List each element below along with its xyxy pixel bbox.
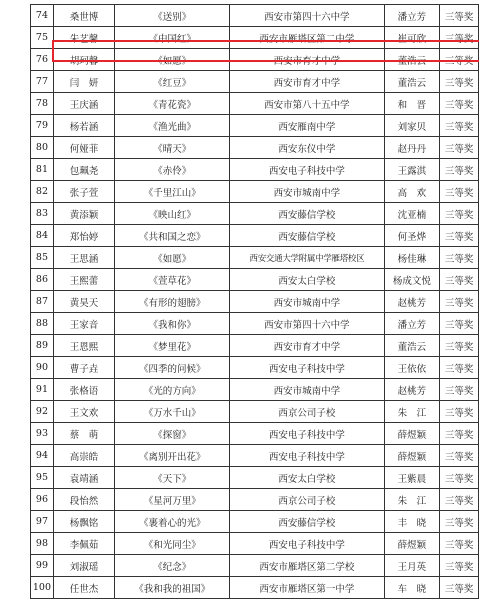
row-number-cell: 95	[31, 467, 54, 489]
teacher-name-cell: 董浩云	[384, 49, 440, 71]
student-name-cell: 王恩熙	[53, 335, 114, 357]
school-name-cell: 西安市城南中学	[230, 379, 384, 401]
teacher-name-cell: 薛煜颖	[384, 533, 440, 555]
school-name-cell: 西安市育才中学	[230, 71, 384, 93]
work-title-cell: 《星河万里》	[115, 489, 230, 511]
award-level-cell: 三等奖	[440, 511, 479, 533]
teacher-name-cell: 沈亚楠	[384, 203, 440, 225]
award-level-cell: 三等奖	[440, 203, 479, 225]
student-name-cell: 胡珂馨	[53, 49, 114, 71]
table-row	[31, 555, 479, 577]
student-name-cell: 杨飘铭	[53, 511, 114, 533]
teacher-name-cell: 王紫晨	[384, 467, 440, 489]
work-title-cell: 《共和国之恋》	[115, 225, 230, 247]
student-name-cell: 刘淑瑶	[53, 555, 114, 577]
award-level-cell: 三等奖	[440, 423, 479, 445]
school-name-cell: 西安市城南中学	[230, 291, 384, 313]
row-number-cell: 82	[31, 181, 54, 203]
student-name-cell: 包珮尧	[53, 159, 114, 181]
school-name-cell: 西安市城南中学	[230, 181, 384, 203]
award-level-cell: 三等奖	[440, 335, 479, 357]
row-number-cell: 96	[31, 489, 54, 511]
work-title-cell: 《四季的问候》	[115, 357, 230, 379]
teacher-name-cell: 和 晋	[384, 93, 440, 115]
school-name-cell: 西京公司子校	[230, 489, 384, 511]
teacher-name-cell: 刘家贝	[384, 115, 440, 137]
row-number-cell: 88	[31, 313, 54, 335]
row-number-cell: 92	[31, 401, 54, 423]
teacher-name-cell: 董浩云	[384, 71, 440, 93]
table-row	[31, 379, 479, 401]
work-title-cell: 《如愿》	[115, 49, 230, 71]
student-name-cell: 杨若涵	[53, 115, 114, 137]
table-row	[31, 577, 479, 599]
work-title-cell: 《如愿》	[115, 247, 230, 269]
teacher-name-cell: 杨成文悦	[384, 269, 440, 291]
school-name-cell: 西安电子科技中学	[230, 533, 384, 555]
student-name-cell: 王庆涵	[53, 93, 114, 115]
school-name-cell: 西安太白学校	[230, 269, 384, 291]
work-title-cell: 《探窗》	[115, 423, 230, 445]
award-level-cell: 三等奖	[440, 577, 479, 599]
student-name-cell: 高崇皓	[53, 445, 114, 467]
teacher-name-cell: 车 晓	[384, 577, 440, 599]
row-number-cell: 93	[31, 423, 54, 445]
table-row	[31, 5, 479, 27]
school-name-cell: 西安东仪中学	[230, 137, 384, 159]
row-number-cell: 98	[31, 533, 54, 555]
award-level-cell: 三等奖	[440, 159, 479, 181]
award-level-cell: 三等奖	[440, 555, 479, 577]
student-name-cell: 桑世博	[53, 5, 114, 27]
awards-table-container	[30, 4, 479, 599]
award-level-cell: 三等奖	[440, 27, 479, 49]
row-number-cell: 86	[31, 269, 54, 291]
table-row	[31, 159, 479, 181]
row-number-cell: 78	[31, 93, 54, 115]
row-number-cell: 79	[31, 115, 54, 137]
row-number-cell: 89	[31, 335, 54, 357]
row-number-cell: 83	[31, 203, 54, 225]
teacher-name-cell: 王露淇	[384, 159, 440, 181]
teacher-name-cell: 朱 江	[384, 401, 440, 423]
student-name-cell: 蔡 萌	[53, 423, 114, 445]
student-name-cell: 黄昊天	[53, 291, 114, 313]
student-name-cell: 郑怡婷	[53, 225, 114, 247]
table-row	[31, 423, 479, 445]
award-level-cell: 三等奖	[440, 379, 479, 401]
row-number-cell: 75	[31, 27, 54, 49]
student-name-cell: 张格语	[53, 379, 114, 401]
award-level-cell: 三等奖	[440, 269, 479, 291]
table-row	[31, 247, 479, 269]
work-title-cell: 《离别开出花》	[115, 445, 230, 467]
teacher-name-cell: 薛煜颖	[384, 445, 440, 467]
school-name-cell: 西安市育才中学	[230, 49, 384, 71]
award-level-cell: 三等奖	[440, 291, 479, 313]
work-title-cell: 《有形的翅膀》	[115, 291, 230, 313]
work-title-cell: 《和光同尘》	[115, 533, 230, 555]
school-name-cell: 西安藤信学校	[230, 225, 384, 247]
teacher-name-cell: 崔可欣	[384, 27, 440, 49]
school-name-cell: 西京公司子校	[230, 401, 384, 423]
work-title-cell: 《梦里花》	[115, 335, 230, 357]
teacher-name-cell: 王依依	[384, 357, 440, 379]
student-name-cell: 任世杰	[53, 577, 114, 599]
work-title-cell: 《千里江山》	[115, 181, 230, 203]
awards-table	[30, 4, 479, 599]
student-name-cell: 曹子垚	[53, 357, 114, 379]
work-title-cell: 《我和我的祖国》	[115, 577, 230, 599]
student-name-cell: 王文欢	[53, 401, 114, 423]
work-title-cell: 《红豆》	[115, 71, 230, 93]
teacher-name-cell: 赵丹丹	[384, 137, 440, 159]
row-number-cell: 81	[31, 159, 54, 181]
teacher-name-cell: 董浩云	[384, 335, 440, 357]
awards-table-body	[31, 5, 479, 599]
work-title-cell: 《送别》	[115, 5, 230, 27]
student-name-cell: 何娅菲	[53, 137, 114, 159]
school-name-cell: 西安电子科技中学	[230, 357, 384, 379]
school-name-cell: 西安市第八十五中学	[230, 93, 384, 115]
student-name-cell: 朱艺馨	[53, 27, 114, 49]
teacher-name-cell: 丰 晓	[384, 511, 440, 533]
award-level-cell: 三等奖	[440, 115, 479, 137]
row-number-cell: 74	[31, 5, 54, 27]
row-number-cell: 84	[31, 225, 54, 247]
student-name-cell: 王思涵	[53, 247, 114, 269]
award-level-cell: 三等奖	[440, 247, 479, 269]
row-number-cell: 80	[31, 137, 54, 159]
award-level-cell: 三等奖	[440, 489, 479, 511]
teacher-name-cell: 潘立芳	[384, 313, 440, 335]
table-row	[31, 291, 479, 313]
school-name-cell: 西安雁南中学	[230, 115, 384, 137]
table-row	[31, 467, 479, 489]
work-title-cell: 《我和你》	[115, 313, 230, 335]
row-number-cell: 85	[31, 247, 54, 269]
school-name-cell: 西安市第四十六中学	[230, 5, 384, 27]
award-level-cell: 三等奖	[440, 357, 479, 379]
table-row	[31, 533, 479, 555]
award-level-cell: 三等奖	[440, 533, 479, 555]
school-name-cell: 西安藤信学校	[230, 203, 384, 225]
student-name-cell: 段怡然	[53, 489, 114, 511]
work-title-cell: 《光的方向》	[115, 379, 230, 401]
award-level-cell: 三等奖	[440, 401, 479, 423]
teacher-name-cell: 薛煜颖	[384, 423, 440, 445]
table-row	[31, 203, 479, 225]
work-title-cell: 《渔光曲》	[115, 115, 230, 137]
work-title-cell: 《中国红》	[115, 27, 230, 49]
student-name-cell: 张子萱	[53, 181, 114, 203]
work-title-cell: 《萱草花》	[115, 269, 230, 291]
award-level-cell: 三等奖	[440, 71, 479, 93]
work-title-cell: 《裹着心的光》	[115, 511, 230, 533]
work-title-cell: 《赤伶》	[115, 159, 230, 181]
school-name-cell: 西安交通大学附属中学雁塔校区	[230, 247, 384, 269]
table-row	[31, 269, 479, 291]
teacher-name-cell: 赵桃芳	[384, 379, 440, 401]
school-name-cell: 西安电子科技中学	[230, 423, 384, 445]
work-title-cell: 《晴天》	[115, 137, 230, 159]
table-row	[31, 27, 479, 49]
table-row	[31, 49, 479, 71]
teacher-name-cell: 王月英	[384, 555, 440, 577]
school-name-cell: 西安市雁塔区第二中学	[230, 27, 384, 49]
row-number-cell: 90	[31, 357, 54, 379]
work-title-cell: 《万水千山》	[115, 401, 230, 423]
table-row	[31, 445, 479, 467]
award-level-cell: 三等奖	[440, 5, 479, 27]
school-name-cell: 西安电子科技中学	[230, 159, 384, 181]
table-row	[31, 137, 479, 159]
teacher-name-cell: 何圣烨	[384, 225, 440, 247]
row-number-cell: 77	[31, 71, 54, 93]
table-row	[31, 357, 479, 379]
award-level-cell: 三等奖	[440, 225, 479, 247]
school-name-cell: 西安太白学校	[230, 467, 384, 489]
table-row	[31, 489, 479, 511]
student-name-cell: 王家音	[53, 313, 114, 335]
table-row	[31, 93, 479, 115]
table-row	[31, 511, 479, 533]
work-title-cell: 《映山红》	[115, 203, 230, 225]
table-row	[31, 181, 479, 203]
table-row	[31, 313, 479, 335]
student-name-cell: 黄添颖	[53, 203, 114, 225]
row-number-cell: 87	[31, 291, 54, 313]
table-row	[31, 401, 479, 423]
award-level-cell: 三等奖	[440, 445, 479, 467]
teacher-name-cell: 潘立芳	[384, 5, 440, 27]
award-level-cell: 三等奖	[440, 49, 479, 71]
school-name-cell: 西安市雁塔区第二学校	[230, 555, 384, 577]
award-level-cell: 三等奖	[440, 313, 479, 335]
row-number-cell: 94	[31, 445, 54, 467]
row-number-cell: 91	[31, 379, 54, 401]
table-row	[31, 335, 479, 357]
award-level-cell: 三等奖	[440, 93, 479, 115]
teacher-name-cell: 赵桃芳	[384, 291, 440, 313]
school-name-cell: 西安市育才中学	[230, 335, 384, 357]
row-number-cell: 100	[31, 577, 54, 599]
table-row	[31, 71, 479, 93]
row-number-cell: 76	[31, 49, 54, 71]
teacher-name-cell: 杨佳琳	[384, 247, 440, 269]
student-name-cell: 袁靖涵	[53, 467, 114, 489]
work-title-cell: 《天下》	[115, 467, 230, 489]
work-title-cell: 《纪念》	[115, 555, 230, 577]
student-name-cell: 闫 妍	[53, 71, 114, 93]
table-row	[31, 115, 479, 137]
student-name-cell: 王熙蕾	[53, 269, 114, 291]
award-level-cell: 三等奖	[440, 181, 479, 203]
teacher-name-cell: 朱 江	[384, 489, 440, 511]
row-number-cell: 97	[31, 511, 54, 533]
school-name-cell: 西安藤信学校	[230, 511, 384, 533]
award-level-cell: 三等奖	[440, 467, 479, 489]
row-number-cell: 99	[31, 555, 54, 577]
table-row	[31, 225, 479, 247]
work-title-cell: 《青花瓷》	[115, 93, 230, 115]
student-name-cell: 李佩茹	[53, 533, 114, 555]
school-name-cell: 西安市雁塔区第一中学	[230, 577, 384, 599]
teacher-name-cell: 高 欢	[384, 181, 440, 203]
school-name-cell: 西安市第四十六中学	[230, 313, 384, 335]
school-name-cell: 西安电子科技中学	[230, 445, 384, 467]
award-level-cell: 三等奖	[440, 137, 479, 159]
